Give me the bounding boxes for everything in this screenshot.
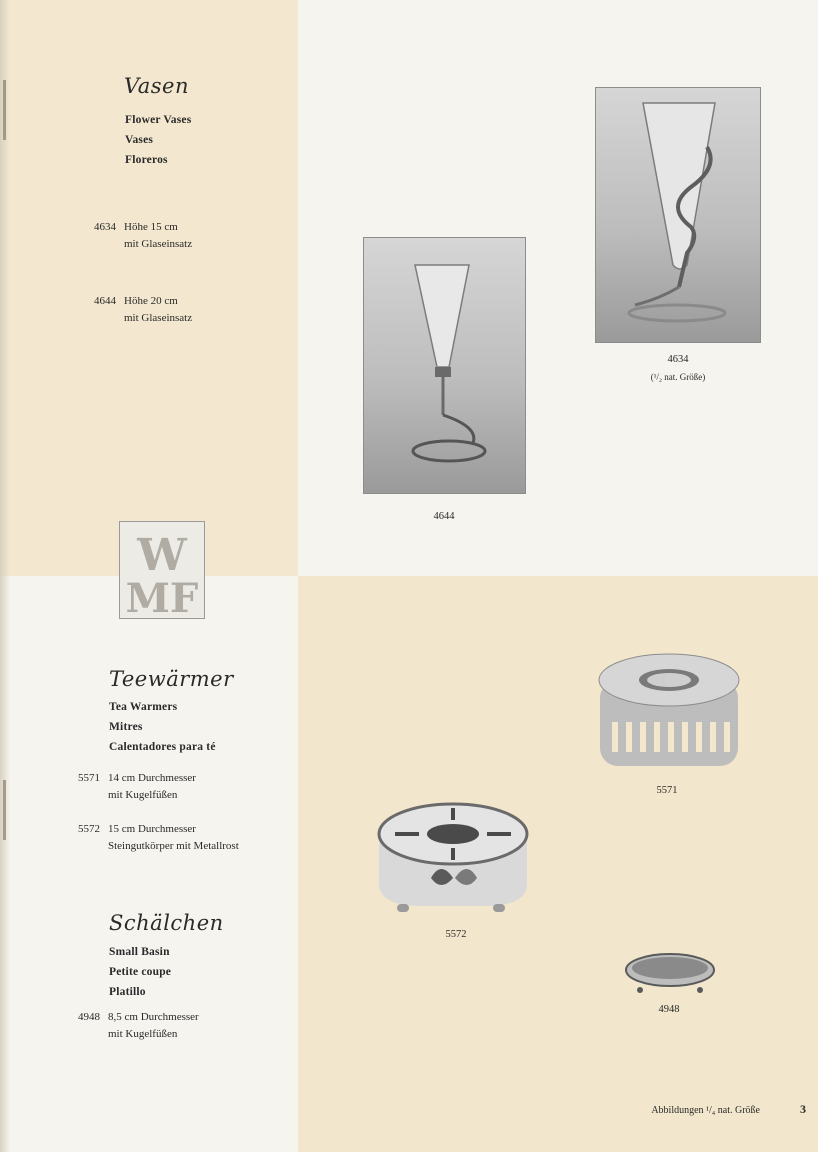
caption-4948: 4948 [658,1004,680,1015]
translation: Calentadores para té [109,741,216,753]
item-number: 4634 [94,221,116,233]
item-description [124,293,192,327]
item-line: mit Kugelfüßen [108,1028,178,1040]
staple-mark [3,80,6,140]
vase-photo-4634 [595,87,761,343]
vasen-heading: Vasen [124,74,189,98]
caption-4634-note: (¹/₂ nat. Größe) [650,372,706,382]
schaelchen-4948-image [624,950,716,1007]
teewaermer-5572-image [375,794,531,925]
wmf-logo [119,521,205,619]
item-line: mit Kugelfüßen [108,789,178,801]
translation: Petite coupe [109,966,172,978]
vasen-translations [125,110,191,170]
caption-4634: 4634 [667,354,689,365]
item-description [108,770,196,804]
item-line: mit Glaseinsatz [124,238,193,250]
logo-lettering: W [137,530,187,581]
item-line: Höhe 20 cm [124,295,178,307]
item-line: 8,5 cm Durchmesser [108,1011,199,1023]
item-line: Steingutkörper mit Metallrost [108,840,239,852]
schaelchen-heading: Schälchen [109,911,224,935]
item-number: 5571 [78,772,100,784]
teewaermer-heading: Teewärmer [109,667,234,691]
item-line: mit Glaseinsatz [124,312,193,324]
translation: Floreros [125,154,168,166]
quadrant-bottom-left [0,576,298,1152]
translation: Vases [125,134,154,146]
schaelchen-translations [109,942,171,1002]
translation: Small Basin [109,946,170,958]
item-number: 4644 [94,295,116,307]
teewaermer-5571-image [596,646,742,781]
caption-5572: 5572 [445,929,467,940]
item-description [108,821,239,855]
footer-note: Abbildungen ¹/₄ nat. Größe [651,1105,760,1116]
teewaermer-translations [109,697,216,757]
item-number: 5572 [78,823,100,835]
page-number: 3 [800,1102,806,1116]
vase-photo-4644 [363,237,526,494]
item-number: 4948 [78,1011,100,1023]
caption-5571: 5571 [656,785,678,796]
logo-lettering: MF [125,575,199,618]
staple-mark [3,780,6,840]
item-description [108,1009,199,1043]
item-line: 15 cm Durchmesser [108,823,196,835]
translation: Flower Vases [125,114,192,126]
caption-4644: 4644 [433,511,455,522]
item-line: Höhe 15 cm [124,221,178,233]
translation: Platillo [109,986,146,998]
item-description [124,219,192,253]
page-spine [0,0,10,1152]
translation: Tea Warmers [109,701,178,713]
translation: Mitres [109,721,143,733]
item-line: 14 cm Durchmesser [108,772,196,784]
